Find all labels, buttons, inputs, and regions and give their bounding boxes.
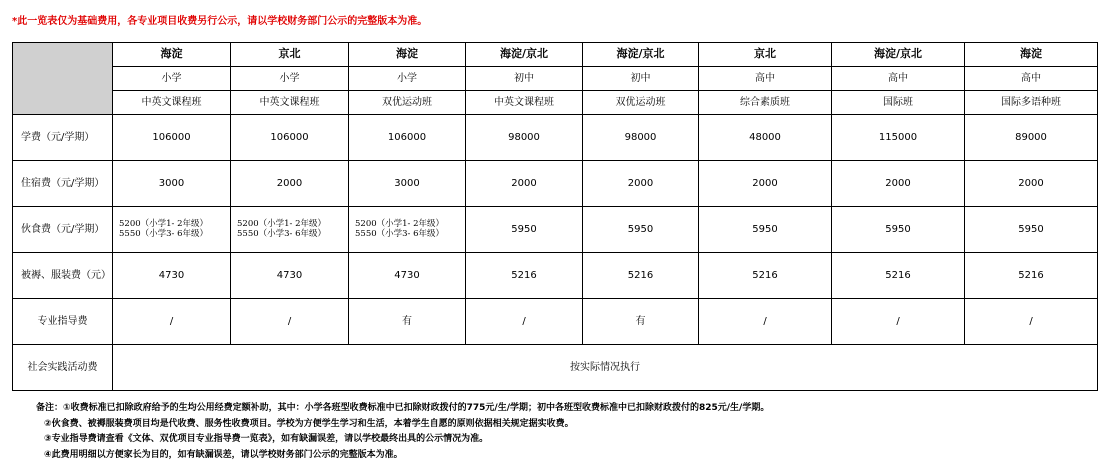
meals-value: 5950 bbox=[583, 207, 699, 253]
column-class-type: 双优运动班 bbox=[349, 91, 466, 115]
meals-line: 5550（小学3- 6年级） bbox=[355, 228, 445, 239]
remark-1: 备注：①收费标准已扣除政府给予的生均公用经费定额补助，其中：小学各班型收费标准中已扣除财政拨付的775元/生/学期；初中各班型收费标准中已扣除财政拨付的825元/生/学期。 bbox=[36, 403, 770, 413]
tuition-value: 98000 bbox=[583, 115, 699, 161]
column-region: 京北 bbox=[699, 43, 832, 67]
bedding-value: 5216 bbox=[699, 253, 832, 299]
table-row-meals bbox=[13, 207, 1098, 253]
top-note: *此一览表仅为基础费用，各专业项目收费另行公示，请以学校财务部门公示的完整版本为准。 bbox=[12, 16, 428, 27]
header-row-level bbox=[13, 67, 1098, 91]
bedding-value: 5216 bbox=[583, 253, 699, 299]
column-level: 高中 bbox=[832, 67, 965, 91]
remark-2: ②伙食费、被褥服装费项目均是代收费、服务性收费项目。学校为方便学生学习和生活，本着学生自愿的原则依据相关规定据实收费。 bbox=[44, 418, 574, 429]
bedding-value: 4730 bbox=[349, 253, 466, 299]
boarding-value: 3000 bbox=[349, 161, 466, 207]
column-region: 海淀/京北 bbox=[583, 43, 699, 67]
coaching-value: / bbox=[466, 299, 583, 345]
boarding-value: 2000 bbox=[466, 161, 583, 207]
meals-line: 5550（小学3- 6年级） bbox=[237, 228, 327, 239]
coaching-value: / bbox=[832, 299, 965, 345]
boarding-value: 3000 bbox=[113, 161, 231, 207]
bedding-value: 4730 bbox=[231, 253, 349, 299]
meals-multi-cell bbox=[231, 207, 349, 253]
row-label-boarding: 住宿费（元/学期） bbox=[13, 161, 113, 207]
meals-line: 5200（小学1- 2年级） bbox=[355, 219, 445, 230]
meals-value: 5950 bbox=[832, 207, 965, 253]
tuition-value: 48000 bbox=[699, 115, 832, 161]
column-level: 初中 bbox=[466, 67, 583, 91]
remarks bbox=[36, 401, 769, 463]
meals-line: 5200（小学1- 2年级） bbox=[119, 219, 209, 230]
column-class-type: 中英文课程班 bbox=[113, 91, 231, 115]
header-row-region bbox=[13, 43, 1098, 67]
table-row-bedding bbox=[13, 253, 1098, 299]
coaching-value: / bbox=[113, 299, 231, 345]
column-class-type: 综合素质班 bbox=[699, 91, 832, 115]
coaching-value: 有 bbox=[349, 299, 466, 345]
column-class-type: 国际多语种班 bbox=[965, 91, 1098, 115]
column-level: 小学 bbox=[231, 67, 349, 91]
row-label-meals: 伙食费（元/学期） bbox=[13, 207, 113, 253]
column-class-type: 中英文课程班 bbox=[231, 91, 349, 115]
column-region: 京北 bbox=[231, 43, 349, 67]
coaching-value: / bbox=[965, 299, 1098, 345]
header-corner-cell bbox=[13, 43, 113, 115]
meals-value: 5950 bbox=[965, 207, 1098, 253]
coaching-value: / bbox=[699, 299, 832, 345]
row-label-tuition: 学费（元/学期） bbox=[13, 115, 113, 161]
meals-multi-cell bbox=[349, 207, 466, 253]
meals-line: 5200（小学1- 2年级） bbox=[237, 219, 327, 230]
coaching-value: / bbox=[231, 299, 349, 345]
tuition-value: 106000 bbox=[113, 115, 231, 161]
meals-value: 5950 bbox=[699, 207, 832, 253]
boarding-value: 2000 bbox=[231, 161, 349, 207]
fee-table bbox=[12, 42, 1098, 391]
tuition-value: 98000 bbox=[466, 115, 583, 161]
column-level: 高中 bbox=[699, 67, 832, 91]
bedding-value: 5216 bbox=[832, 253, 965, 299]
column-region: 海淀 bbox=[113, 43, 231, 67]
column-class-type: 国际班 bbox=[832, 91, 965, 115]
column-class-type: 双优运动班 bbox=[583, 91, 699, 115]
table-row-boarding bbox=[13, 161, 1098, 207]
meals-line: 5550（小学3- 6年级） bbox=[119, 228, 209, 239]
tuition-value: 115000 bbox=[832, 115, 965, 161]
coaching-value: 有 bbox=[583, 299, 699, 345]
tuition-value: 89000 bbox=[965, 115, 1098, 161]
column-region: 海淀/京北 bbox=[466, 43, 583, 67]
meals-value: 5950 bbox=[466, 207, 583, 253]
boarding-value: 2000 bbox=[965, 161, 1098, 207]
table-row-social bbox=[13, 345, 1098, 391]
boarding-value: 2000 bbox=[832, 161, 965, 207]
column-level: 高中 bbox=[965, 67, 1098, 91]
table-row-tuition bbox=[13, 115, 1098, 161]
table-row-coaching bbox=[13, 299, 1098, 345]
column-class-type: 中英文课程班 bbox=[466, 91, 583, 115]
bedding-value: 5216 bbox=[965, 253, 1098, 299]
meals-multi-cell bbox=[113, 207, 231, 253]
column-level: 小学 bbox=[113, 67, 231, 91]
column-region: 海淀 bbox=[349, 43, 466, 67]
column-region: 海淀 bbox=[965, 43, 1098, 67]
row-label-social: 社会实践活动费 bbox=[13, 345, 113, 391]
social-value: 按实际情况执行 bbox=[113, 345, 1098, 391]
remark-4: ④此费用明细以方便家长为目的，如有缺漏误差，请以学校财务部门公示的完整版本为准。 bbox=[44, 449, 403, 460]
bedding-value: 4730 bbox=[113, 253, 231, 299]
remark-3: ③专业指导费请查看《文体、双优项目专业指导费一览表》，如有缺漏误差，请以学校最终出具的公示情况为准。 bbox=[44, 434, 489, 444]
row-label-bedding: 被褥、服装费（元） bbox=[13, 253, 113, 299]
boarding-value: 2000 bbox=[583, 161, 699, 207]
tuition-value: 106000 bbox=[231, 115, 349, 161]
column-level: 小学 bbox=[349, 67, 466, 91]
column-region: 海淀/京北 bbox=[832, 43, 965, 67]
column-level: 初中 bbox=[583, 67, 699, 91]
tuition-value: 106000 bbox=[349, 115, 466, 161]
bedding-value: 5216 bbox=[466, 253, 583, 299]
row-label-coaching: 专业指导费 bbox=[13, 299, 113, 345]
boarding-value: 2000 bbox=[699, 161, 832, 207]
header-row-class bbox=[13, 91, 1098, 115]
